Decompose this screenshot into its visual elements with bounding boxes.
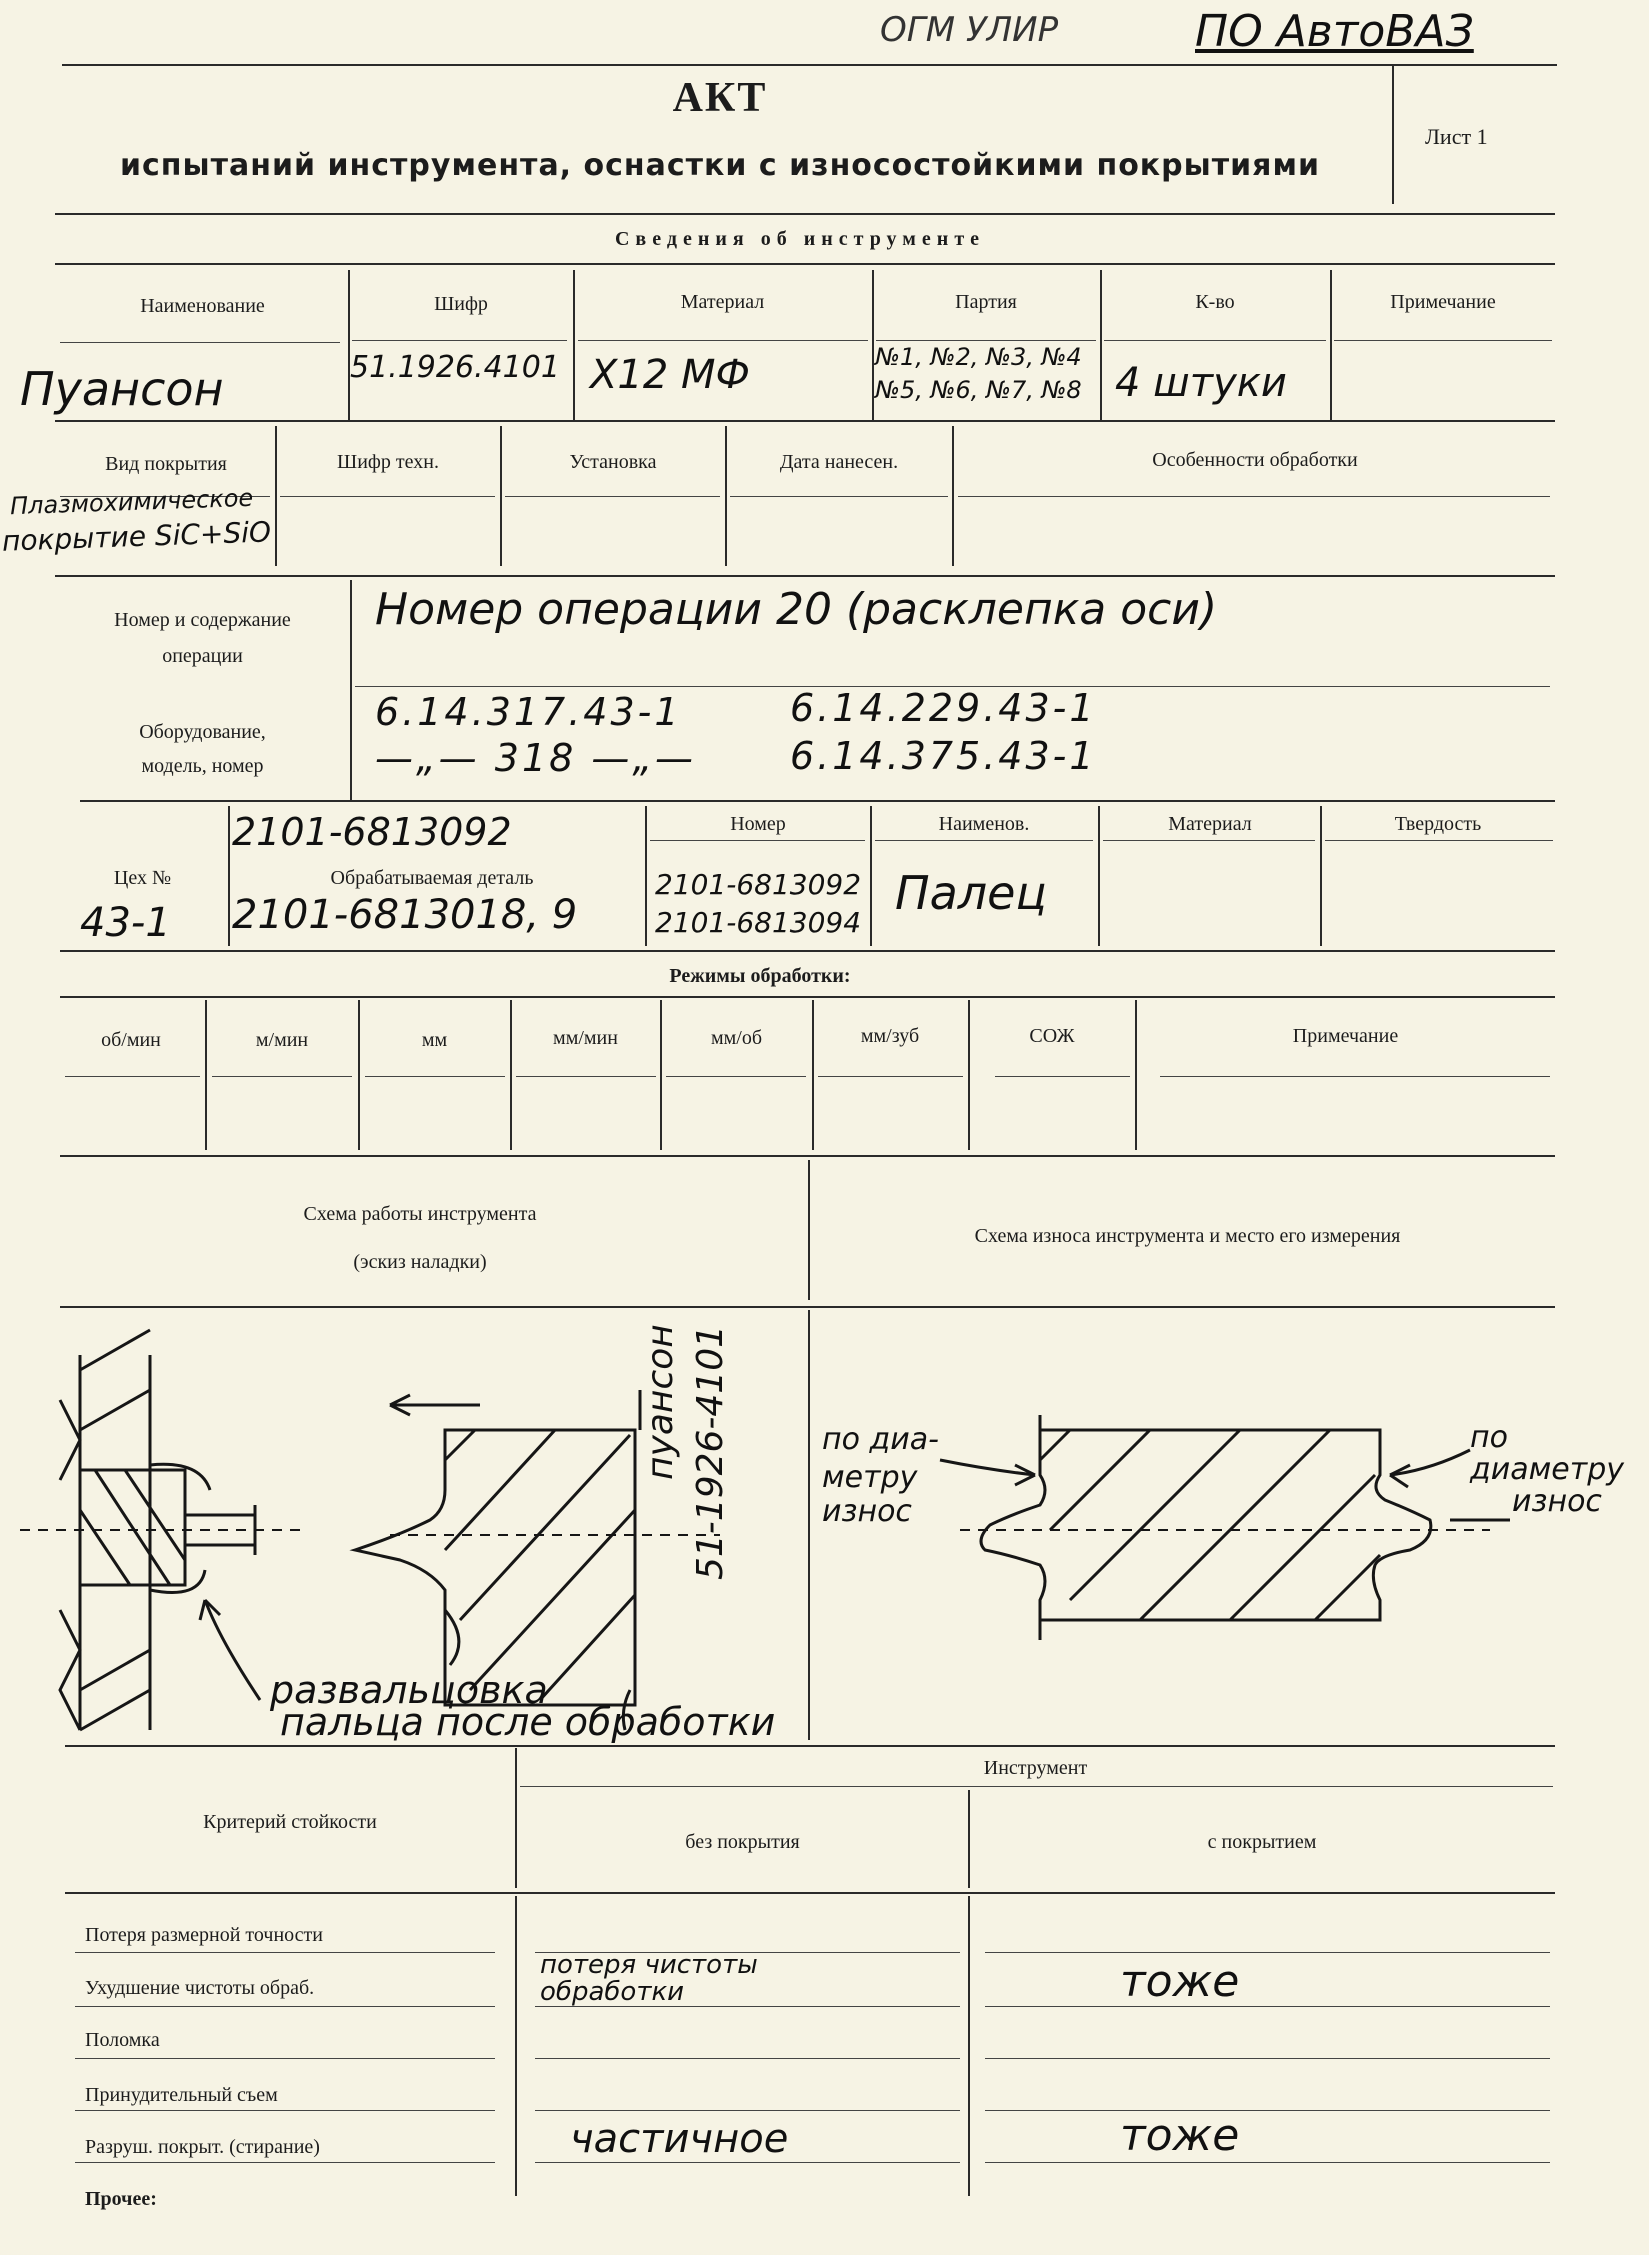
part-bottom: 2101-6813018, 9	[232, 892, 578, 938]
wear-left-label-1: по диа-	[822, 1422, 939, 1457]
mode-mm-per-tooth: мм/зуб	[860, 1025, 920, 1047]
mode-mm-per-rev: мм/об	[710, 1027, 763, 1049]
criteria-row-6: Прочее:	[85, 2188, 157, 2210]
col-batch-header: Партия	[955, 291, 1017, 313]
tool-name-value: Пуансон	[20, 362, 224, 416]
wear-left-label-3: износ	[822, 1494, 912, 1529]
stamp-org: ПО АвтоВАЗ	[1195, 6, 1474, 57]
equipment-label-1: Оборудование,	[139, 721, 266, 743]
part-number-line2: 2101-6813094	[655, 906, 862, 939]
col-note-header: Примечание	[1390, 291, 1496, 313]
part-name-header: Наименов.	[938, 813, 1030, 835]
sketch-flaring-note-2: пальца после обработки	[280, 1700, 776, 1744]
col-code-header: Шифр	[434, 293, 488, 315]
operation-label-2: операции	[162, 645, 243, 667]
criteria-row-2-no-coating: потеря чистоты обработки	[540, 1950, 758, 2008]
sketch-punch-code: 51-1926-4101	[690, 1324, 731, 1580]
part-number-header: Номер	[730, 813, 786, 835]
equipment-col2-line1: 6.14.229.43-1	[790, 686, 1097, 730]
sketch-punch-label: пуансон	[640, 1324, 681, 1480]
criteria-row-2: Ухудшение чистоты обраб.	[85, 1977, 315, 1999]
criteria-row-1: Потеря размерной точности	[85, 1924, 323, 1946]
part-hardness-header: Твердость	[1394, 813, 1482, 835]
coating-type-line2: покрытие SiC+SiO	[1, 515, 272, 558]
mode-rpm: об/мин	[101, 1029, 161, 1051]
scheme-wear-title: Схема износа инструмента и место его измерения	[974, 1225, 1401, 1247]
wear-right-label-2: диаметру	[1470, 1452, 1624, 1487]
tool-section-title: Сведения об инструменте	[614, 228, 986, 250]
mode-mmin: м/мин	[255, 1029, 309, 1051]
tool-code-value: 51.1926.4101	[350, 350, 560, 385]
mode-note: Примечание	[1292, 1025, 1399, 1047]
operation-value: Номер операции 20 (расклепка оси)	[375, 584, 1218, 635]
scheme-work-title-2: (эскиз наладки)	[353, 1251, 487, 1273]
col-name-header: Наименование	[140, 295, 265, 317]
coating-type-line1: Плазмохимическое	[9, 483, 254, 521]
part-top: 2101-6813092	[232, 810, 512, 854]
shop-value: 43-1	[80, 900, 171, 946]
criteria-row-4: Принудительный съем	[85, 2084, 278, 2106]
coating-features-header: Особенности обработки	[1152, 449, 1358, 471]
criteria-row-5: Разруш. покрыт. (стирание)	[85, 2136, 320, 2158]
part-name-value: Палец	[895, 866, 1047, 920]
criteria-row-3: Поломка	[85, 2029, 160, 2051]
coating-date-header: Дата нанесен.	[779, 451, 899, 473]
col-coating: с покрытием	[1207, 1831, 1317, 1853]
sheet-number: Лист 1	[1425, 124, 1488, 149]
modes-title: Режимы обработки:	[669, 965, 851, 987]
coating-install-header: Установка	[569, 451, 657, 473]
equipment-label-2: модель, номер	[141, 755, 264, 777]
act-subtitle: испытаний инструмента, оснастки с износостойкими покрытиями	[120, 148, 1320, 183]
equipment-col1-line2: —„— 318 —„—	[375, 736, 697, 780]
equipment-col2-line2: 6.14.375.43-1	[790, 734, 1097, 778]
col-material-header: Материал	[680, 291, 765, 313]
col-qty-header: К-во	[1195, 291, 1235, 313]
stamp-dept: ОГМ УЛИР	[880, 10, 1059, 50]
scheme-work-title-1: Схема работы инструмента	[303, 1203, 537, 1225]
part-label: Обрабатываемая деталь	[330, 867, 534, 889]
coating-tech-header: Шифр техн.	[337, 451, 439, 473]
part-material-header: Материал	[1168, 813, 1252, 835]
tool-qty-value: 4 штуки	[1115, 360, 1287, 406]
criteria-row-5-no-coating: частичное	[570, 2116, 789, 2162]
coating-type-header: Вид покрытия	[105, 453, 227, 475]
act-title: АКТ	[672, 75, 768, 121]
part-number-line1: 2101-6813092	[655, 868, 862, 901]
wear-right-label-1: по	[1470, 1420, 1508, 1455]
shop-label: Цех №	[113, 867, 172, 889]
tool-batch-line1: №1, №2, №3, №4	[875, 343, 1082, 371]
mode-mm-per-min: мм/мин	[553, 1027, 618, 1049]
tool-material-value: Х12 МФ	[590, 352, 750, 398]
mode-coolant: СОЖ	[1029, 1025, 1075, 1047]
mode-mm: мм	[421, 1029, 448, 1051]
equipment-col1-line1: 6.14.317.43-1	[375, 690, 682, 734]
sketch-flaring-note-1: развальцовка	[270, 1668, 548, 1712]
operation-label-1: Номер и содержание	[114, 609, 291, 631]
criteria-row-5-coating: тоже	[1120, 2110, 1240, 2161]
col-no-coating: без покрытия	[685, 1831, 800, 1853]
tool-batch-line2: №5, №6, №7, №8	[875, 376, 1082, 404]
criteria-row-2-coating: тоже	[1120, 1956, 1240, 2007]
wear-left-label-2: метру	[822, 1460, 918, 1495]
wear-right-label-3: износ	[1512, 1484, 1602, 1519]
tool-header: Инструмент	[983, 1757, 1088, 1779]
tool-wear-sketch	[810, 1310, 1640, 1730]
criteria-header: Критерий стойкости	[203, 1811, 377, 1833]
